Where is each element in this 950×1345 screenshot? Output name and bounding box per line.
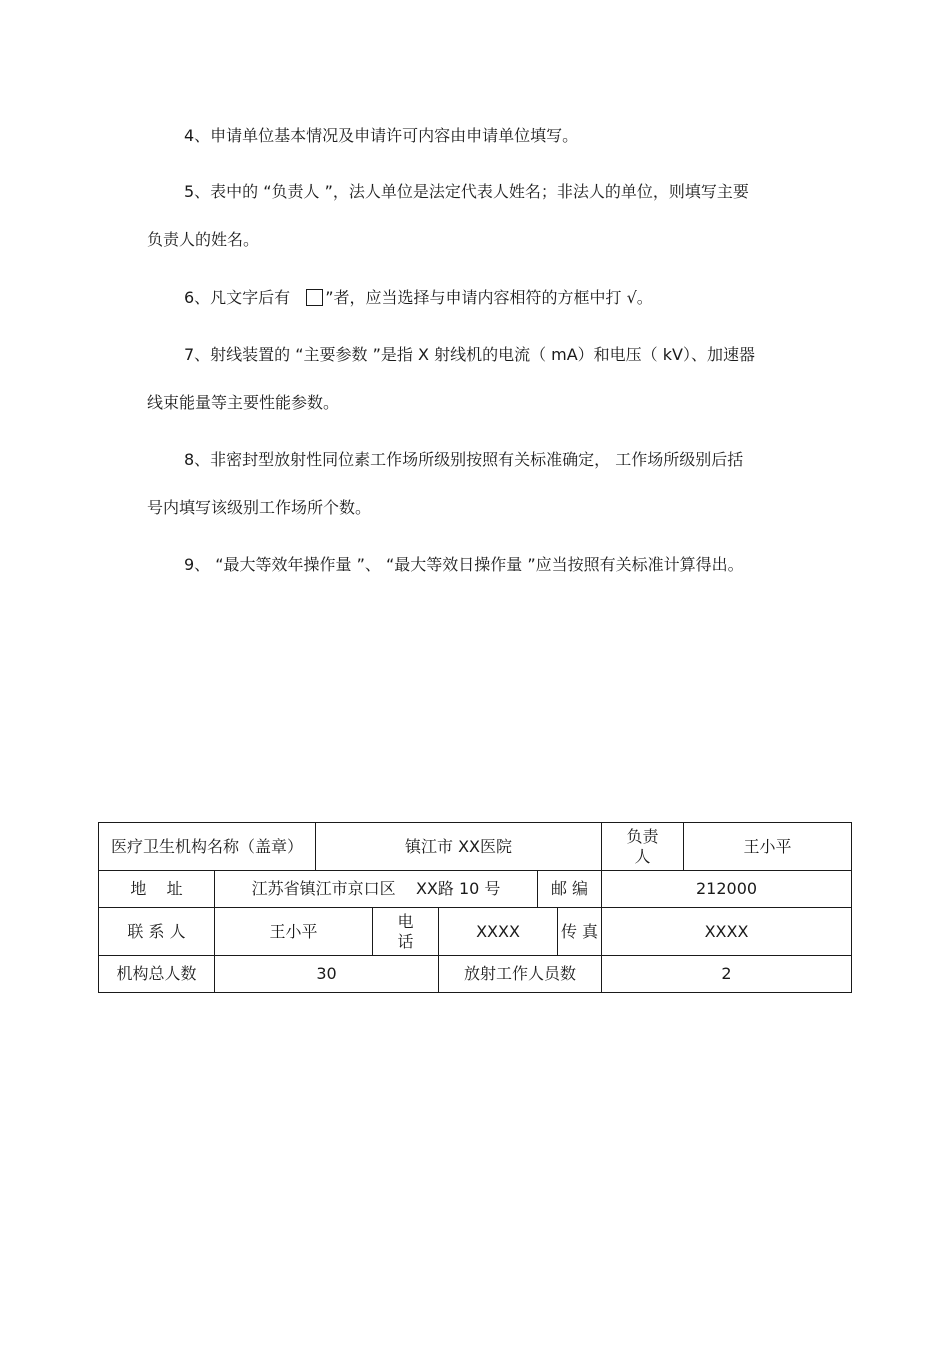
- org-name-value: 镇江市 XX医院: [316, 823, 602, 871]
- radiation-staff-label: 放射工作人员数: [439, 956, 602, 993]
- note-6-line-1: [147, 289, 837, 305]
- note-6: [147, 289, 837, 305]
- note-6-before: 6、凡文字后有: [184, 288, 291, 307]
- leader-label: 负责人: [602, 823, 684, 871]
- note-9-line-1: 9、 “最大等效年操作量 ”、 “最大等效日操作量 ”应当按照有关标准计算得出。: [184, 555, 744, 574]
- fax-value: XXXX: [602, 908, 852, 956]
- leader-value: 王小平: [684, 823, 852, 871]
- institution-info-table: [98, 822, 852, 993]
- note-4: [147, 128, 837, 144]
- table-row: [99, 871, 852, 908]
- checkbox-icon: [306, 289, 323, 306]
- note-7: [147, 347, 837, 411]
- phone-label: 电话: [373, 908, 439, 956]
- table-row: [99, 956, 852, 993]
- note-8-line-2: 号内填写该级别工作场所个数。: [147, 498, 372, 517]
- note-9: [147, 557, 837, 573]
- contact-value: 王小平: [215, 908, 373, 956]
- postcode-value: 212000: [602, 871, 852, 908]
- fax-label: 传 真: [558, 908, 602, 956]
- contact-label: 联 系 人: [99, 908, 215, 956]
- table-row: [99, 908, 852, 956]
- note-8-line-1: 8、非密封型放射性同位素工作场所级别按照有关标准确定， 工作场所级别后括: [184, 450, 744, 469]
- address-value: 江苏省镇江市京口区 XX路 10 号: [215, 871, 538, 908]
- total-staff-value: 30: [215, 956, 439, 993]
- total-staff-label: 机构总人数: [99, 956, 215, 993]
- note-8: [147, 452, 837, 516]
- radiation-staff-value: 2: [602, 956, 852, 993]
- note-5-line-1: 5、表中的 “负责人 ”，法人单位是法定代表人姓名；非法人的单位，则填写主要: [184, 182, 749, 201]
- org-name-label: 医疗卫生机构名称（盖章）: [99, 823, 316, 871]
- note-7-line-2: 线束能量等主要性能参数。: [147, 393, 340, 412]
- note-5-line-2: 负责人的姓名。: [147, 230, 260, 249]
- phone-value: XXXX: [439, 908, 558, 956]
- note-6-after: ”者，应当选择与申请内容相符的方框中打 √。: [325, 288, 653, 307]
- postcode-label: 邮 编: [538, 871, 602, 908]
- address-label: 地 址: [99, 871, 215, 908]
- note-5: [147, 184, 837, 248]
- note-7-line-1: 7、射线装置的 “主要参数 ”是指 X 射线机的电流（ mA）和电压（ kV）、加速器: [184, 345, 755, 364]
- table-row: [99, 823, 852, 871]
- note-4-line-1: 4、申请单位基本情况及申请许可内容由申请单位填写。: [184, 126, 579, 145]
